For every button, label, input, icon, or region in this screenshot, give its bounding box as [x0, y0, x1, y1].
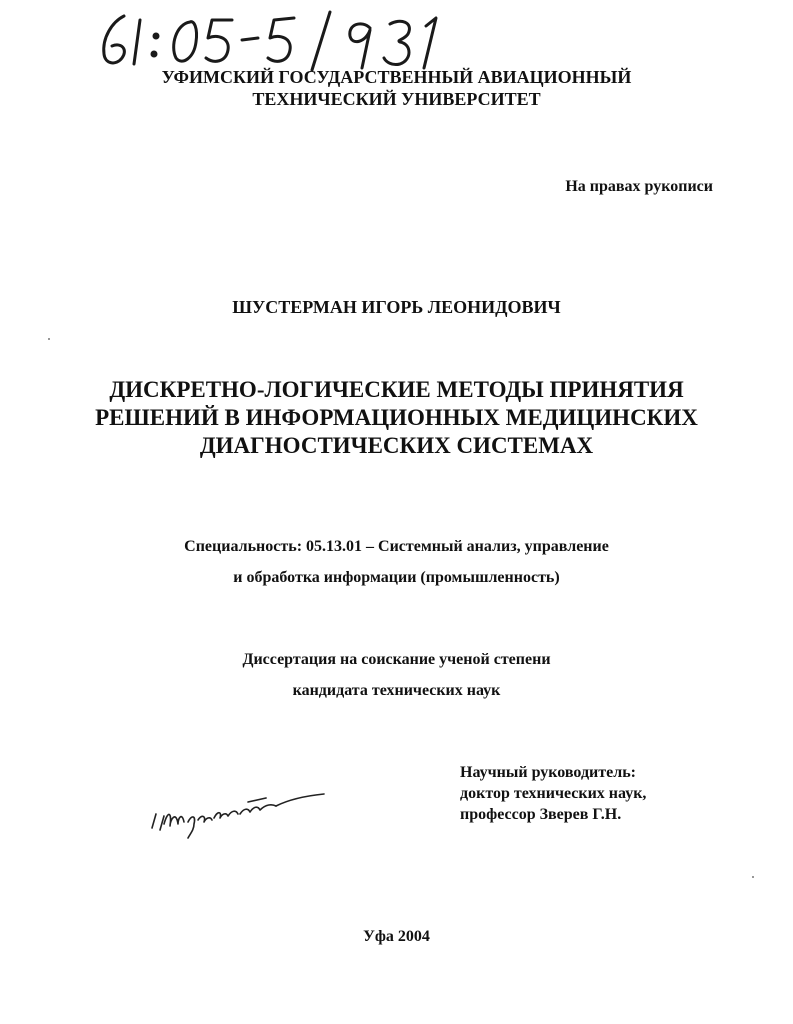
thesis-title-line-1: ДИСКРЕТНО-ЛОГИЧЕСКИЕ МЕТОДЫ ПРИНЯТИЯ [109, 377, 684, 402]
handwritten-archive-code [90, 6, 450, 74]
thesis-title-line-2: РЕШЕНИЙ В ИНФОРМАЦИОННЫХ МЕДИЦИНСКИХ [95, 405, 698, 430]
university-name-line-1: УФИМСКИЙ ГОСУДАРСТВЕННЫЙ АВИАЦИОННЫЙ [161, 67, 632, 87]
dissertation-degree-line-1: Диссертация на соискание ученой степени [242, 651, 551, 668]
specialty-line-2: и обработка информации (промышленность) [233, 569, 560, 586]
manuscript-rights-note: На правах рукописи [565, 178, 713, 195]
supervisor-label: Научный руководитель: [460, 764, 636, 781]
scan-speck [48, 338, 50, 340]
author-signature [148, 780, 328, 840]
dissertation-degree-line-2: кандидата технических наук [292, 682, 501, 699]
author-name: ШУСТЕРМАН ИГОРЬ ЛЕОНИДОВИЧ [232, 297, 561, 317]
supervisor-name: профессор Зверев Г.Н. [460, 806, 622, 823]
university-name-line-2: ТЕХНИЧЕСКИЙ УНИВЕРСИТЕТ [252, 89, 541, 109]
specialty-line-1: Специальность: 05.13.01 – Системный анализ, управление [184, 538, 609, 555]
scan-speck [752, 876, 754, 878]
thesis-title-line-3: ДИАГНОСТИЧЕСКИХ СИСТЕМАХ [199, 433, 594, 458]
scientific-supervisor-block [460, 762, 646, 825]
supervisor-degree: доктор технических наук, [460, 785, 647, 802]
city-and-year: Уфа 2004 [363, 928, 430, 945]
